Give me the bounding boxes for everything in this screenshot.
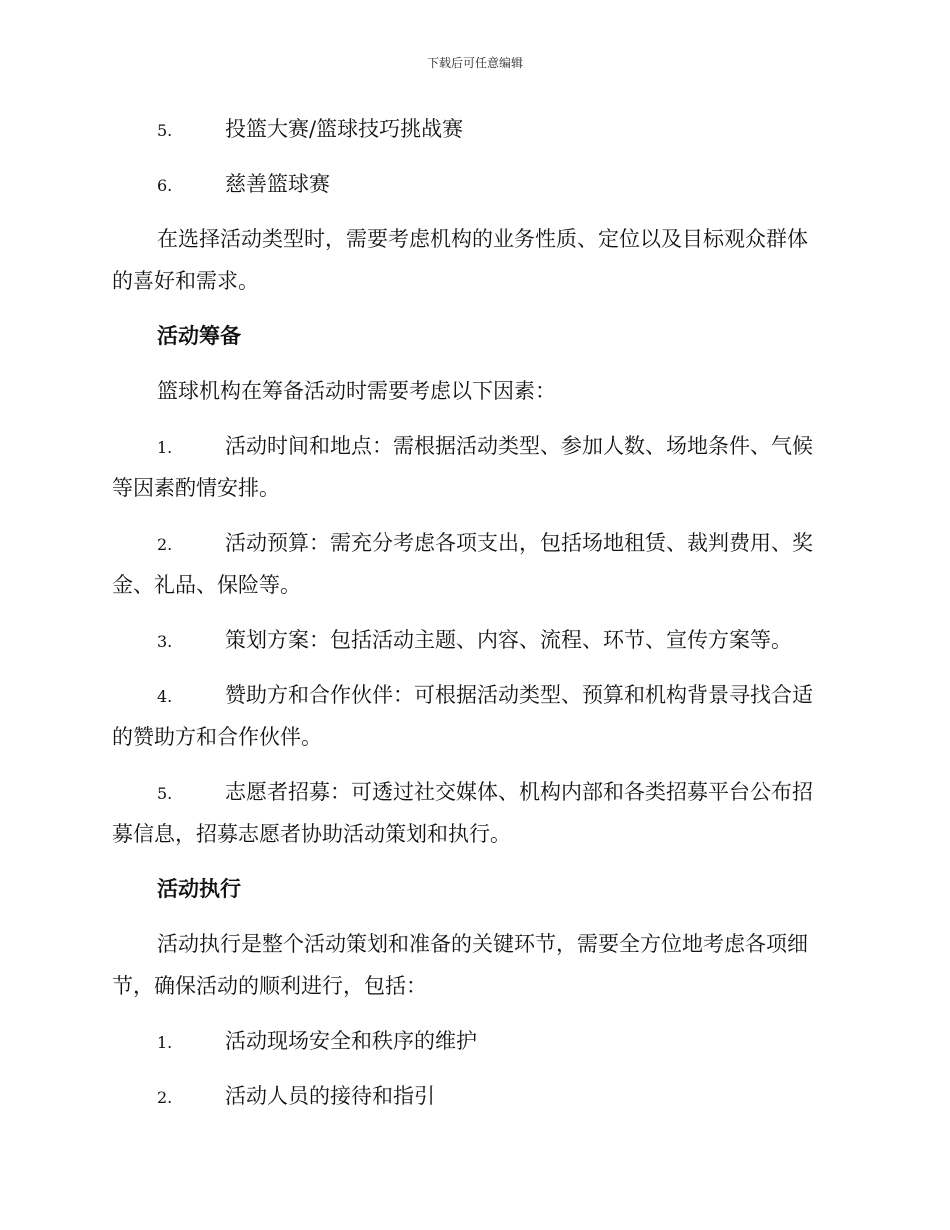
text-line — [112, 1020, 838, 1062]
list-number: 2. — [157, 1088, 173, 1107]
text-line — [112, 260, 838, 302]
text-content: 活动现场安全和秩序的维护 — [225, 1029, 477, 1053]
list-item — [112, 425, 838, 509]
text-content: 活动执行 — [157, 877, 241, 901]
text-content: 活动人员的接待和指引 — [225, 1084, 435, 1108]
text-content: 赞助方和合作伙伴：可根据活动类型、预算和机构背景寻找合适 — [225, 683, 813, 707]
section-heading — [112, 315, 838, 357]
text-line — [112, 1075, 838, 1117]
list-number: 1. — [157, 438, 173, 457]
block-spacing — [112, 758, 838, 771]
text-content: 的喜好和需求。 — [112, 269, 259, 293]
list-number: 5. — [157, 121, 173, 140]
text-line — [112, 522, 838, 564]
block-spacing — [112, 412, 838, 425]
text-line — [112, 218, 838, 260]
list-number: 5. — [157, 784, 173, 803]
text-line — [112, 771, 838, 813]
text-content: 篮球机构在筹备活动时需要考虑以下因素： — [157, 379, 556, 403]
list-number: 4. — [157, 687, 173, 706]
block-spacing — [112, 357, 838, 370]
paragraph — [112, 218, 838, 302]
text-line — [112, 564, 838, 606]
text-line — [112, 868, 838, 910]
text-content: 募信息，招募志愿者协助活动策划和执行。 — [112, 822, 511, 846]
text-line — [112, 108, 838, 150]
list-number: 3. — [157, 632, 173, 651]
text-content: 策划方案：包括活动主题、内容、流程、环节、宣传方案等。 — [225, 628, 792, 652]
list-item — [112, 619, 838, 661]
text-content: 慈善篮球赛 — [225, 172, 330, 196]
text-content: 活动时间和地点：需根据活动类型、参加人数、场地条件、气候 — [225, 434, 813, 458]
text-content: 的赞助方和合作伙伴。 — [112, 725, 322, 749]
text-line — [112, 923, 838, 965]
text-line — [112, 425, 838, 467]
list-item — [112, 1075, 838, 1117]
text-line — [112, 163, 838, 205]
block-spacing — [112, 509, 838, 522]
list-item — [112, 108, 838, 150]
block-spacing — [112, 855, 838, 868]
text-line — [112, 716, 838, 758]
block-spacing — [112, 1007, 838, 1020]
page-header: 下载后可任意编辑 — [426, 56, 523, 70]
block-spacing — [112, 606, 838, 619]
paragraph — [112, 923, 838, 1007]
text-line — [112, 965, 838, 1007]
list-item — [112, 771, 838, 855]
text-content: 等因素酌情安排。 — [112, 476, 280, 500]
text-content: 在选择活动类型时，需要考虑机构的业务性质、定位以及目标观众群体 — [157, 227, 808, 251]
text-content: 活动预算：需充分考虑各项支出，包括场地租赁、裁判费用、奖 — [225, 531, 813, 555]
paragraph — [112, 370, 838, 412]
text-line — [112, 619, 838, 661]
text-line — [112, 813, 838, 855]
list-item — [112, 163, 838, 205]
list-item — [112, 1020, 838, 1062]
text-line — [112, 315, 838, 357]
list-number: 1. — [157, 1033, 173, 1052]
document-body — [112, 108, 838, 1117]
list-item — [112, 522, 838, 606]
text-content: 活动筹备 — [157, 324, 241, 348]
text-content: 活动执行是整个活动策划和准备的关键环节，需要全方位地考虑各项细 — [157, 932, 808, 956]
block-spacing — [112, 302, 838, 315]
list-number: 6. — [157, 176, 173, 195]
text-content: 金、礼品、保险等。 — [112, 573, 301, 597]
text-line — [112, 467, 838, 509]
list-number: 2. — [157, 535, 173, 554]
list-item — [112, 674, 838, 758]
text-line — [112, 370, 838, 412]
text-line — [112, 674, 838, 716]
text-content: 节，确保活动的顺利进行，包括： — [112, 974, 427, 998]
section-heading — [112, 868, 838, 910]
text-content: 志愿者招募：可透过社交媒体、机构内部和各类招募平台公布招 — [225, 780, 813, 804]
block-spacing — [112, 910, 838, 923]
text-content: 投篮大赛/篮球技巧挑战赛 — [225, 117, 464, 141]
